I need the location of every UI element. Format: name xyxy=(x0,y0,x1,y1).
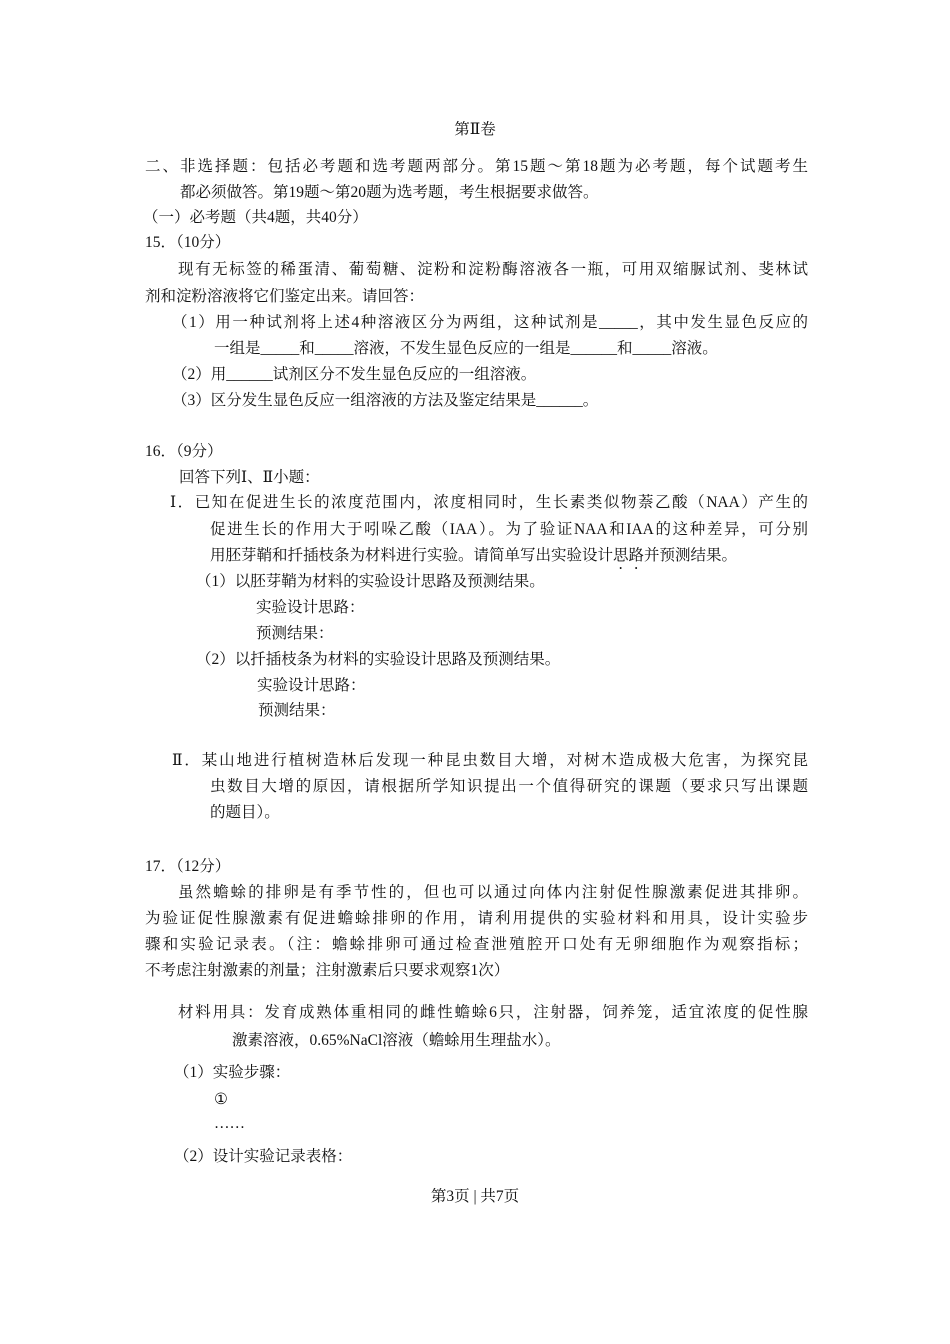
q16-part2-line2: 虫数目大增的原因，请根据所学知识提出一个值得研究的课题（要求只写出课题 xyxy=(210,778,808,795)
emphasized-text: 思路 xyxy=(613,547,645,564)
q16-subquestion-2: （2）以扦插枝条为材料的实验设计思路及预测结果。 xyxy=(196,651,561,668)
q16-sub2-design-label: 实验设计思路： xyxy=(257,677,366,694)
q16-sub2-result-label: 预测结果： xyxy=(258,702,336,719)
q15-subquestion-1: （1）用一种试剂将上述4种溶液区分为两组，这种试剂是_____，其中发生显色反应的 xyxy=(172,314,808,331)
q16-part1-line3-end: 并预测结果。 xyxy=(644,547,738,564)
q17-paragraph-line1: 虽然蟾蜍的排卵是有季节性的，但也可以通过向体内注射促性腺激素促进其排卵。 xyxy=(178,884,808,901)
q15-subquestion-1-cont: 一组是_____和_____溶液，不发生显色反应的一组是______和_____溶液。 xyxy=(214,340,718,357)
q17-paragraph-line2: 为验证促性腺激素有促进蟾蜍排卵的作用，请利用提供的实验材料和用具，设计实验步 xyxy=(145,910,808,927)
q17-materials-line1: 材料用具：发育成熟体重相同的雌性蟾蜍6只，注射器，饲养笼，适宜浓度的促性腺 xyxy=(178,1004,808,1021)
subsection-heading: （一）必考题（共4题，共40分） xyxy=(143,209,368,226)
q17-paragraph-line4: 不考虑注射激素的剂量；注射激素后只要求观察1次） xyxy=(145,962,510,979)
q17-subquestion-1: （1）实验步骤： xyxy=(174,1064,291,1081)
q16-part2-line1: Ⅱ．某山地进行植树造林后发现一种昆虫数目大增，对树木造成极大危害，为探究昆 xyxy=(172,752,808,769)
question-16-number: 16．（9分） xyxy=(145,443,223,460)
q15-paragraph-line2: 剂和淀粉溶液将它们鉴定出来。请回答： xyxy=(145,288,425,305)
q16-part1-line3-text: 用胚芽鞘和扦插枝条为材料进行实验。请简单写出实验设计 xyxy=(210,547,614,564)
section-instructions-line1: 二、非选择题：包括必考题和选考题两部分。第15题～第18题为必考题，每个试题考生 xyxy=(145,158,808,175)
q16-sub1-result-label: 预测结果： xyxy=(256,625,334,642)
q17-step-1-marker: ① xyxy=(214,1091,228,1108)
q16-part2-line3: 的题目）。 xyxy=(210,804,280,821)
q15-subquestion-3: （3）区分发生显色反应一组溶液的方法及鉴定结果是______。 xyxy=(172,392,599,409)
section-instructions-line2: 都必须做答。第19题～第20题为选考题，考生根据要求做答。 xyxy=(180,184,599,201)
q16-part1-line1: Ⅰ．已知在促进生长的浓度范围内，浓度相同时，生长素类似物萘乙酸（NAA）产生的 xyxy=(170,494,808,511)
q15-paragraph-line1: 现有无标签的稀蛋清、葡萄糖、淀粉和淀粉酶溶液各一瓶，可用双缩脲试剂、斐林试 xyxy=(178,261,808,278)
q16-intro: 回答下列Ⅰ、Ⅱ小题： xyxy=(179,469,320,486)
section-title: 第Ⅱ卷 xyxy=(454,121,496,138)
question-17-number: 17．（12分） xyxy=(145,858,231,875)
q15-subquestion-2: （2）用______试剂区分不发生显色反应的一组溶液。 xyxy=(172,366,537,383)
page-footer: 第3页 | 共7页 xyxy=(430,1188,520,1205)
q17-paragraph-line3: 骤和实验记录表。（注：蟾蜍排卵可通过检查泄殖腔开口处有无卵细胞作为观察指标； xyxy=(145,936,808,953)
q17-ellipsis: …… xyxy=(214,1115,245,1132)
q16-subquestion-1: （1）以胚芽鞘为材料的实验设计思路及预测结果。 xyxy=(196,573,545,590)
q17-subquestion-2: （2）设计实验记录表格： xyxy=(174,1148,353,1165)
q16-part1-line2: 促进生长的作用大于吲哚乙酸（IAA）。为了验证NAA和IAA的这种差异，可分别 xyxy=(210,521,808,538)
q16-sub1-design-label: 实验设计思路： xyxy=(256,599,365,616)
question-15-number: 15．（10分） xyxy=(145,234,231,251)
q16-part1-line3 xyxy=(210,545,737,567)
q17-materials-line2: 激素溶液，0.65%NaCl溶液（蟾蜍用生理盐水）。 xyxy=(232,1032,561,1049)
